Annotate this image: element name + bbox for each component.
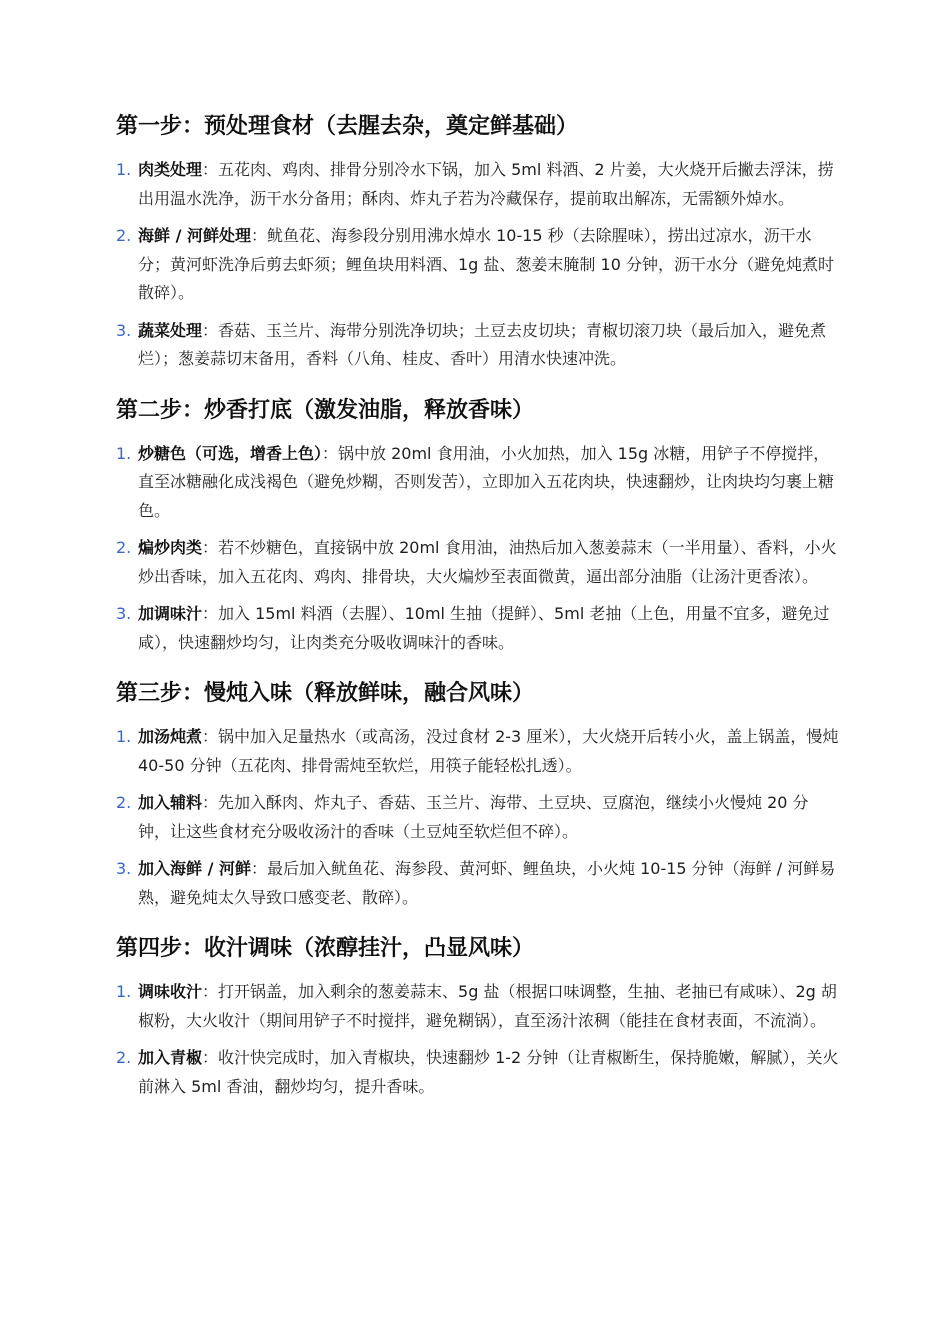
step-list: [116, 440, 840, 658]
list-item: [116, 855, 840, 912]
step-text: ：锅中加入足量热水（或高汤，没过食材 2-3 厘米），大火烧开后转小火，盖上锅盖，慢炖 40-50 分钟（五花肉、排骨需炖至软烂，用筷子能轻松扎透）。: [138, 727, 839, 775]
step-text: ：若不炒糖色，直接锅中放 20ml 食用油，油热后加入葱姜蒜末（一半用量）、香料，小火炒出香味，加入五花肉、鸡肉、排骨块，大火煸炒至表面微黄，逼出部分油脂（让汤汁更香浓）。: [138, 538, 837, 586]
step-label: 加入海鲜 / 河鲜: [138, 859, 251, 878]
list-item: [116, 317, 840, 374]
step-text: ：加入 15ml 料酒（去腥）、10ml 生抽（提鲜）、5ml 老抽（上色，用量不宜多，避免过咸），快速翻炒均匀，让肉类充分吸收调味汁的香味。: [138, 604, 830, 652]
section-reduce-sauce: [116, 934, 840, 1101]
list-item: [116, 723, 840, 780]
step-text: ：锅中放 20ml 食用油，小火加热，加入 15g 冰糖，用铲子不停搅拌，直至冰糖融化成浅褐色（避免炒糊，否则发苦），立即加入五花肉块，快速翻炒，让肉块均匀裹上糖色。: [138, 443, 835, 520]
list-number: 1.: [116, 982, 132, 1001]
section-title: 第四步：收汁调味（浓醇挂汁，凸显风味）: [116, 936, 535, 961]
list-number: 1.: [116, 443, 132, 463]
step-text: ：先加入酥肉、炸丸子、香菇、玉兰片、海带、土豆块、豆腐泡，继续小火慢炖 20 分钟，让这些食材充分吸收汤汁的香味（土豆炖至软烂但不碎）。: [138, 793, 809, 841]
step-text: ：五花肉、鸡肉、排骨分别冷水下锅，加入 5ml 料酒、2 片姜，大火烧开后撇去浮沫，捞出用温水洗净，沥干水分备用；酥肉、炸丸子若为冷藏保存，提前取出解冻，无需额外焯水。: [138, 160, 834, 208]
step-label: 加入青椒: [138, 1048, 203, 1067]
list-item: [116, 440, 840, 526]
step-text: ：打开锅盖，加入剩余的葱姜蒜末、5g 盐（根据口味调整，生抽、老抽已有咸味）、2g 胡椒粉，大火收汁（期间用铲子不时搅拌，避免糊锅），直至汤汁浓稠（能挂在食材表面，不流淌）。: [138, 982, 837, 1030]
section-title: 第二步：炒香打底（激发油脂，释放香味）: [116, 397, 535, 423]
list-number: 2.: [116, 1048, 132, 1067]
section-title: 第三步：慢炖入味（释放鲜味，融合风味）: [116, 681, 535, 706]
step-list: [116, 978, 840, 1101]
list-number: 2.: [116, 793, 132, 812]
step-label: 海鲜 / 河鲜处理: [138, 226, 251, 245]
step-label: 肉类处理: [138, 160, 203, 179]
step-label: 加入辅料: [138, 793, 203, 812]
step-label: 加汤炖煮: [138, 727, 203, 746]
step-label: 蔬菜处理: [138, 320, 203, 340]
step-list: [116, 723, 840, 912]
list-item: [116, 156, 840, 213]
list-number: 2.: [116, 538, 132, 557]
list-number: 3.: [116, 604, 132, 623]
list-item: [116, 534, 840, 591]
step-label: 加调味汁: [138, 604, 203, 623]
step-list: [116, 156, 840, 374]
list-item: [116, 1044, 840, 1101]
list-number: 1.: [116, 727, 132, 746]
step-label: 煸炒肉类: [138, 538, 203, 557]
section-preprocess: [116, 112, 840, 374]
step-label: 调味收汁: [138, 982, 203, 1001]
step-text: ：鱿鱼花、海参段分别用沸水焯水 10-15 秒（去除腥味），捞出过凉水，沥干水分；黄河虾洗净后剪去虾须；鲤鱼块用料酒、1g 盐、葱姜末腌制 10 分钟，沥干水分（避免炖煮时散碎）。: [138, 226, 834, 302]
step-text: ：香菇、玉兰片、海带分别洗净切块；土豆去皮切块；青椒切滚刀块（最后加入，避免煮烂）；葱姜蒜切末备用，香料（八角、桂皮、香叶）用清水快速冲洗。: [138, 320, 827, 368]
step-text: ：收汁快完成时，加入青椒块，快速翻炒 1-2 分钟（让青椒断生，保持脆嫩，解腻），关火前淋入 5ml 香油，翻炒均匀，提升香味。: [138, 1048, 839, 1096]
list-number: 2.: [116, 226, 132, 245]
list-number: 1.: [116, 160, 132, 179]
step-label: 炒糖色（可选，增香上色）: [138, 443, 323, 463]
list-number: 3.: [116, 859, 132, 878]
list-item: [116, 600, 840, 657]
list-item: [116, 978, 840, 1035]
section-slow-stew: [116, 679, 840, 912]
section-stir-fry: [116, 396, 840, 658]
list-number: 3.: [116, 320, 132, 340]
step-text: ：最后加入鱿鱼花、海参段、黄河虾、鲤鱼块，小火炖 10-15 分钟（海鲜 / 河鲜易熟，避免炖太久导致口感变老、散碎）。: [138, 859, 836, 907]
list-item: [116, 789, 840, 846]
list-item: [116, 222, 840, 308]
section-title: 第一步：预处理食材（去腥去杂，奠定鲜基础）: [116, 114, 579, 139]
